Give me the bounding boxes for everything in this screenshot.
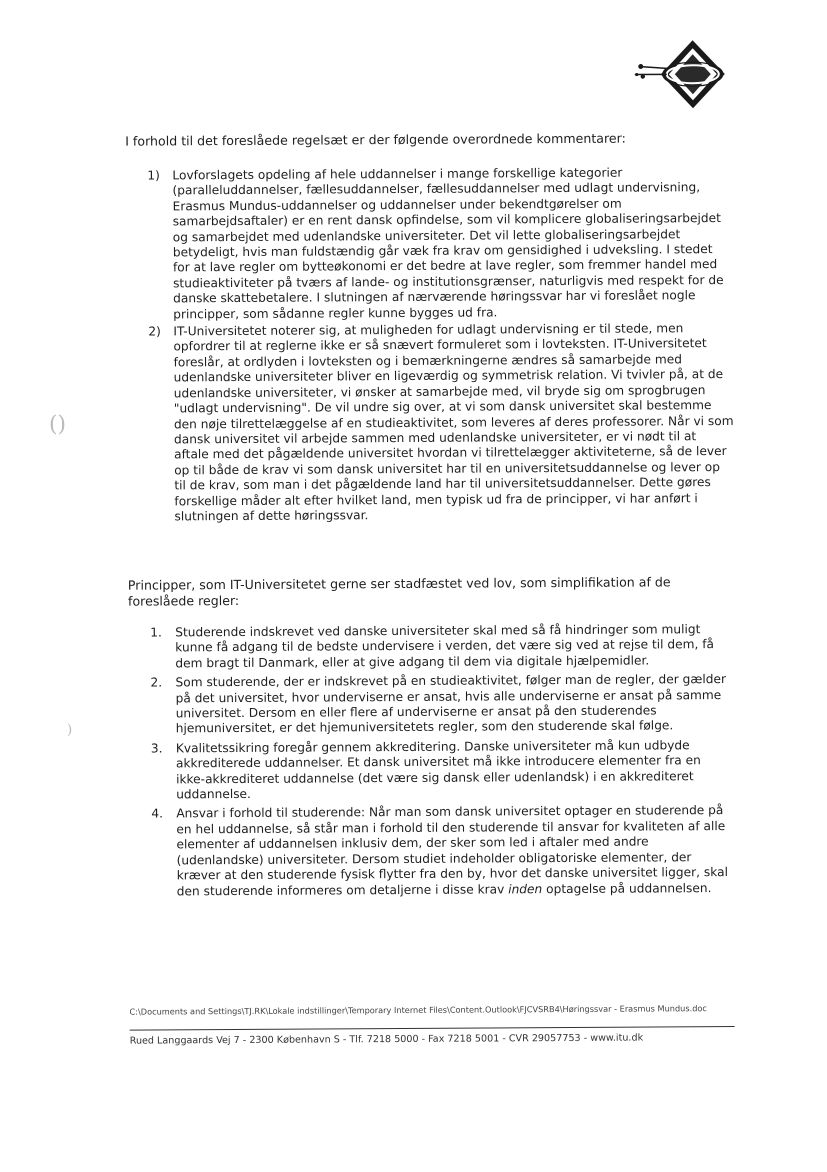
principle-number: 4. — [151, 807, 163, 822]
principles-intro: Principper, som IT-Universitetet gerne ser stadfæstet ved lov, som simplifikation af de foreslåede regler: — [128, 574, 728, 609]
principle-item — [150, 622, 730, 672]
itu-logo-icon — [631, 38, 727, 111]
principle-number: 2. — [150, 676, 162, 691]
principle-text-after: optagelse på uddannelsen. — [542, 881, 711, 896]
comment-number: 1) — [147, 168, 160, 183]
binder-hole-icon: () — [49, 412, 66, 437]
comment-text: IT-Universitetet noterer sig, at muligheden for udlagt undervisning er til stede, men opfordrer til at reglerne ikke er så snævert formuleret som i lovteksten. IT-Universitetet foreslår, at ordlyden i lovteksten og i bemærkningerne ændres så samarbejde med udenlandske universiteter bliver en ligeværdig og symmetrisk relation. Vi tvivler på, at de udenlandske universiteter, vi ønsker at samarbejde med, vil bryde sig om sprogbrugen "udlagt undervisning". De vil undre sig over, at vi som dansk universitet skal bestemme den nøje tilrettelæggelse af en studieaktivitet, som leveres af deres professorer. Når vi som dansk universitet vil arbejde sammen med udenlandske universiteter, er vi nødt til at aftale med det pågældende universitet hvordan vi tilrettelægger aktiviteterne, så de lever op til både de krav vi som dansk universitet har til en universitetsuddannelse og lever op til de krav, som man i det pågældende land har til universitetsuddannelser. Dette gøres forskellige måder alt efter hvilket land, men typisk ud fra de principper, vi har anført i slutningen af dette høringssvar. — [173, 321, 733, 523]
principle-text-emphasis: inden — [508, 882, 542, 896]
comments-list — [147, 165, 734, 527]
principle-text: Kvalitetssikring foregår gennem akkreditering. Danske universiteter må kun udbyde akkrediterede uddannelser. Et dansk universitet må ikke introducere elementer fra en ikke-akkrediteret uddannelse (det være sig dansk eller udenlandsk) i en akkrediteret uddannelse. — [176, 738, 701, 801]
comment-item — [148, 321, 734, 525]
principle-item — [151, 738, 731, 803]
principle-item — [150, 672, 730, 737]
comment-text: Lovforslagets opdeling af hele uddannelser i mange forskellige kategorier (paralleluddannelser, fællesuddannelser, fællesuddannelser med udlagt undervisning, Erasmus Mundus-uddannelser og uddannelser under bekendtgørelser om samarbejdsaftaler) er en rent dansk opfindelse, som vil komplicere globaliseringsarbejdet og samarbejdet med udenlandske universiteter. Det vil lette globaliseringsarbejdet betydeligt, hvis man fuldstændig går væk fra krav om gensidighed i udveksling. I stedet for at lave regler om bytteøkonomi er det bedre at lave regler, som fremmer handel med studieaktiviteter på tværs af lande- og institutionsgrænser, naturligvis med respekt for de danske skattebetalere. I slutningen af nærværende høringssvar har vi foreslået nogle principper, som sådanne regler kunne bygges ud fra. — [172, 166, 723, 321]
principles-list — [150, 622, 732, 903]
principle-text — [176, 803, 728, 897]
principle-text: Studerende indskrevet ved danske universiteter skal med så få hindringer som muligt kunne få adgang til de bedste undervisere i verden, det være sig ved at rejse til dem, få dem bragt til Danmark, eller at give adgang til dem via digitale hjælpemidler. — [175, 622, 714, 670]
footer-divider — [130, 1026, 735, 1031]
footer-file-path: C:\Documents and Settings\TJ.RK\Lokale indstillinger\Temporary Internet Files\Content.Outlook\FJCVSRB4\Høringssvar - Erasmus Mundus.doc — [129, 1003, 729, 1017]
comment-number: 2) — [148, 325, 161, 340]
intro-text: I forhold til det foreslåede regelsæt er der følgende overordnede kommentarer: — [125, 130, 725, 149]
binder-mark-icon: ) — [67, 722, 73, 738]
principle-number: 3. — [151, 741, 163, 756]
principle-number: 1. — [150, 625, 162, 640]
principle-text: Som studerende, der er indskrevet på en studieaktivitet, følger man de regler, der gælder på det universitet, hvor underviserne er ansat, hvis alle underviserne er ansat på samme universitet. Dersom en eller flere af underviserne er ansat på den studerendes hjemuniversitet, er det hjemuniversitetets regler, som den studerende skal følge. — [175, 672, 726, 736]
principle-item — [151, 803, 732, 899]
principle-text-before: Ansvar i forhold til studerende: Når man som dansk universitet optager en studerende på en hel uddannelse, så står man i forhold til den studerende til ansvar for kvaliteten af alle elementer af uddannelsen inklusiv dem, der sker som led i aftaler med andre (udenlandske) universiteter. Dersom studiet indeholder obligatoriske elementer, der kræver at den studerende fysisk flytter fra den by, hvor det danske universitet ligger, skal den studerende informeres om detaljerne i disse krav — [176, 803, 728, 897]
footer-address: Rued Langgaards Vej 7 - 2300 København S - Tlf. 7218 5000 - Fax 7218 5001 - CVR 29057753 - www.itu.dk — [130, 1032, 750, 1047]
comment-item — [147, 165, 733, 323]
